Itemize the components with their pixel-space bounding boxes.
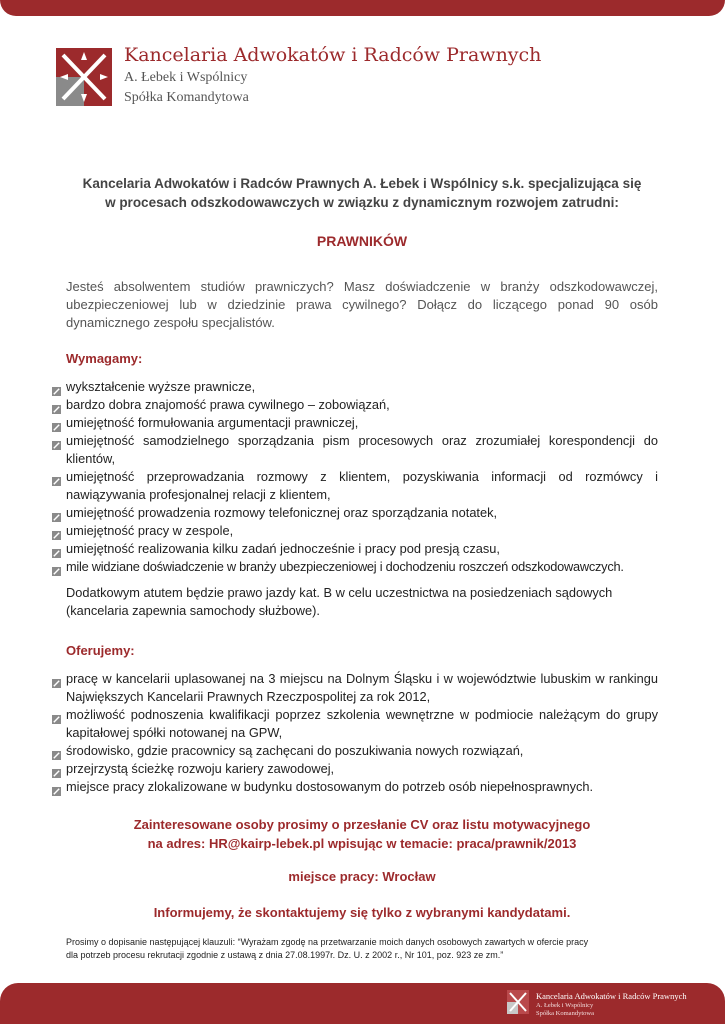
lead-paragraph: Jesteś absolwentem studiów prawniczych? Masz doświadczenie w branży odszkodowawczej, ubezpieczeniowej lub w dziedzinie prawa cywilnego? Dołącz do liczącego ponad 90 osób dynamicznego zespołu specjalistów. [66,279,658,330]
list-item: środowisko, gdzie pracownicy są zachęcani do poszukiwania nowych rozwiązań, [52,742,658,760]
bullet-icon [52,765,61,774]
bullet-icon [52,711,61,720]
position-title: PRAWNIKÓW [316,233,408,249]
cta [66,815,658,853]
list-item: umiejętność prowadzenia rozmowy telefonicznej oraz sporządzania notatek, [52,504,658,522]
bullet-icon [52,563,61,572]
bullet-icon [52,473,61,482]
footer-logo-icon [507,990,529,1014]
footer-partner-line: A. Łebek i Wspólnicy [536,1002,594,1009]
bullet-icon [52,545,61,554]
work-location: miejsce pracy: Wrocław [288,869,436,884]
list-item: przejrzystą ścieżkę rozwoju kariery zawodowej, [52,760,658,778]
list-item: miejsce pracy zlokalizowane w budynku dostosowanym do potrzeb osób niepełnosprawnych. [52,778,658,796]
cta-line-2: na adres: HR@kairp-lebek.pl wpisując w temacie: praca/prawnik/2013 [147,836,577,851]
list-item: umiejętność realizowania kilku zadań jednocześnie i pracy pod presją czasu, [52,540,658,558]
top-bar [0,0,725,16]
list-item: bardzo dobra znajomość prawa cywilnego – zobowiązań, [52,396,658,414]
company-type: Spółka Komandytowa [124,90,249,105]
clause-line-1: Prosimy o dopisanie następującej klauzuli: “Wyrażam zgodę na przetwarzanie moich danych osobowych zawartych w ofercie pracy [66,937,589,947]
bullet-icon [52,527,61,536]
bullet-icon [52,401,61,410]
offer-list [52,670,658,796]
contact-notice: Informujemy, że skontaktujemy się tylko z wybranymi kandydatami. [153,905,571,920]
bottom-bar [0,983,725,1024]
bullet-icon [52,783,61,792]
intro-line-1: Kancelaria Adwokatów i Radców Prawnych A. Łebek i Wspólnicy s.k. specjalizująca się [82,176,642,191]
list-item: możliwość podnoszenia kwalifikacji poprzez szkolenia wewnętrzne w podmiocie należącym do grupy kapitałowej spółki notowanej na GPW, [52,706,658,742]
bullet-icon [52,509,61,518]
bullet-icon [52,675,61,684]
footer-firm-name: Kancelaria Adwokatów i Radców Prawnych [536,991,687,1001]
list-item: umiejętność pracy w zespole, [52,522,658,540]
list-item: umiejętność formułowania argumentacji prawniczej, [52,414,658,432]
list-item: wykształcenie wyższe prawnicze, [52,378,658,396]
list-item: umiejętność przeprowadzania rozmowy z klientem, pozyskiwania informacji od rozmówcy i nawiązywania profesjonalnej relacji z klientem, [52,468,658,504]
bullet-icon [52,437,61,446]
list-item: pracę w kancelarii uplasowanej na 3 miejscu na Dolnym Śląsku i w województwie lubuskim w rankingu Największych Kancelarii Prawnych Rzeczpospolitej za rok 2012, [52,670,658,706]
intro [66,174,658,212]
firm-name: Kancelaria Adwokatów i Radców Prawnych [124,44,542,66]
bullet-icon [52,383,61,392]
cta-line-1: Zainteresowane osoby prosimy o przesłanie CV oraz listu motywacyjnego [133,817,591,832]
intro-line-2: w procesach odszkodowawczych w związku z dynamicznym rozwojem zatrudni: [105,195,619,210]
clause-line-2: dla potrzeb procesu rekrutacji zgodnie z ustawą z dnia 27.08.1997r. Dz. U. z 2002 r., Nr 101, poz. 923 ze zm.” [66,949,504,960]
firm-logo-icon [56,48,112,106]
requirements-list [52,378,658,576]
bullet-icon [52,419,61,428]
list-item: mile widziane doświadczenie w branży ubezpieczeniowej i dochodzeniu roszczeń odszkodowawczych. [52,558,658,576]
list-item: umiejętność samodzielnego sporządzania pism procesowych oraz zrozumiałej korespondencji do klientów, [52,432,658,468]
bullet-icon [52,747,61,756]
extra-advantage: Dodatkowym atutem będzie prawo jazdy kat. B w celu uczestnictwa na posiedzeniach sądowych (kancelaria zapewnia samochody służbowe). [66,585,613,618]
consent-clause [66,936,660,961]
requirements-title: Wymagamy: [66,351,143,366]
footer-company-type: Spółka Komandytowa [536,1010,594,1017]
partner-line: A. Łebek i Wspólnicy [124,70,248,85]
offer-title: Oferujemy: [66,643,135,658]
